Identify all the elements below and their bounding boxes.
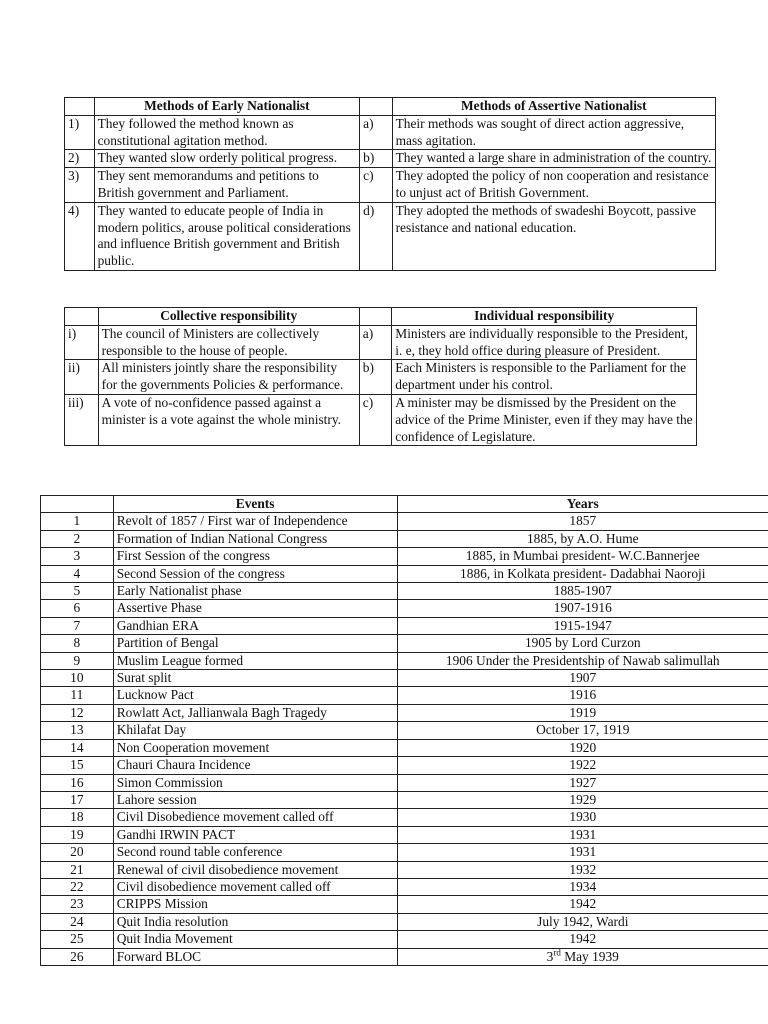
event-number: 9 (41, 652, 114, 669)
header-early-nationalist: Methods of Early Nationalist (94, 98, 360, 116)
event-year: October 17, 1919 (397, 722, 768, 739)
table-row (41, 809, 768, 826)
event-number: 8 (41, 635, 114, 652)
event-number: 20 (41, 844, 114, 861)
event-name: Civil disobedience movement called off (113, 878, 397, 895)
table-header-row (65, 98, 716, 116)
event-name: Simon Commission (113, 774, 397, 791)
event-name: CRIPPS Mission (113, 896, 397, 913)
assertive-method: They adopted the policy of non cooperation and resistance to unjust act of British Government. (392, 168, 715, 203)
individual-item: A minister may be dismissed by the President on the advice of the Prime Minister, even if they may have the confidence of Legislature. (392, 394, 697, 445)
row-letter: c) (359, 394, 392, 445)
header-years: Years (397, 496, 768, 513)
table-row (41, 704, 768, 721)
event-year: July 1942, Wardi (397, 913, 768, 930)
methods-table (64, 97, 716, 271)
responsibility-table (64, 307, 697, 446)
event-name: Lahore session (113, 791, 397, 808)
event-year: 1885-1907 (397, 583, 768, 600)
table-row (41, 861, 768, 878)
event-year: 1932 (397, 861, 768, 878)
event-number: 22 (41, 878, 114, 895)
event-name: Civil Disobedience movement called off (113, 809, 397, 826)
event-name: Surat split (113, 670, 397, 687)
event-year: 1920 (397, 739, 768, 756)
event-name: Revolt of 1857 / First war of Independence (113, 513, 397, 530)
event-year: 1927 (397, 774, 768, 791)
row-number: iii) (65, 394, 99, 445)
event-name: Non Cooperation movement (113, 739, 397, 756)
table-row (41, 513, 768, 530)
table-row (41, 583, 768, 600)
event-number: 13 (41, 722, 114, 739)
event-number: 19 (41, 826, 114, 843)
event-year: 1919 (397, 704, 768, 721)
event-name: Second Session of the congress (113, 565, 397, 582)
row-letter: d) (360, 202, 392, 270)
table-row (65, 150, 716, 168)
early-method: They sent memorandums and petitions to British government and Parliament. (94, 168, 360, 203)
event-year: 1934 (397, 878, 768, 895)
table-row (65, 325, 697, 360)
table-row (41, 687, 768, 704)
event-year: 1942 (397, 931, 768, 948)
event-year: 1916 (397, 687, 768, 704)
event-name: Muslim League formed (113, 652, 397, 669)
table-row (41, 896, 768, 913)
event-name: Lucknow Pact (113, 687, 397, 704)
early-method: They followed the method known as constitutional agitation method. (94, 115, 360, 150)
table-row (41, 635, 768, 652)
header-assertive-nationalist: Methods of Assertive Nationalist (392, 98, 715, 116)
event-number: 2 (41, 530, 114, 547)
event-year: 1857 (397, 513, 768, 530)
table-header-row (41, 496, 768, 513)
event-year: 1942 (397, 896, 768, 913)
early-method: They wanted to educate people of India in modern politics, arouse political considerations and influence British government and British public. (94, 202, 360, 270)
row-number: 2) (65, 150, 95, 168)
table-row (65, 115, 716, 150)
table-row (41, 826, 768, 843)
event-number: 17 (41, 791, 114, 808)
event-name: Early Nationalist phase (113, 583, 397, 600)
event-number: 26 (41, 948, 114, 965)
event-year: 1922 (397, 757, 768, 774)
event-year: 1931 (397, 844, 768, 861)
event-year: 1885, in Mumbai president- W.C.Bannerjee (397, 548, 768, 565)
event-name: Assertive Phase (113, 600, 397, 617)
event-number: 24 (41, 913, 114, 930)
event-name: Rowlatt Act, Jallianwala Bagh Tragedy (113, 704, 397, 721)
table-row (65, 202, 716, 270)
event-year: 1907 (397, 670, 768, 687)
assertive-method: Their methods was sought of direct action aggressive, mass agitation. (392, 115, 715, 150)
table-row (41, 948, 768, 965)
assertive-method: They adopted the methods of swadeshi Boycott, passive resistance and national education. (392, 202, 715, 270)
collective-item: A vote of no-confidence passed against a minister is a vote against the whole ministry. (98, 394, 359, 445)
event-name: Gandhi IRWIN PACT (113, 826, 397, 843)
event-number: 25 (41, 931, 114, 948)
table-header-row (65, 308, 697, 326)
event-year: 1930 (397, 809, 768, 826)
event-number: 5 (41, 583, 114, 600)
event-year: 1886, in Kolkata president- Dadabhai Naoroji (397, 565, 768, 582)
row-letter: b) (359, 360, 392, 395)
table-row (65, 394, 697, 445)
event-year: 1907-1916 (397, 600, 768, 617)
event-name: Quit India resolution (113, 913, 397, 930)
event-number: 23 (41, 896, 114, 913)
event-number: 7 (41, 617, 114, 634)
event-number: 11 (41, 687, 114, 704)
table-row (41, 791, 768, 808)
individual-item: Each Ministers is responsible to the Parliament for the department under his control. (392, 360, 697, 395)
event-number: 6 (41, 600, 114, 617)
year-rest: May 1939 (560, 948, 619, 964)
table-row (41, 878, 768, 895)
table-row (41, 652, 768, 669)
event-number: 14 (41, 739, 114, 756)
individual-item: Ministers are individually responsible to the President, i. e, they hold office during pleasure of President. (392, 325, 697, 360)
row-number: ii) (65, 360, 99, 395)
event-name: First Session of the congress (113, 548, 397, 565)
event-name: Renewal of civil disobedience movement (113, 861, 397, 878)
event-number: 12 (41, 704, 114, 721)
event-year: 1915-1947 (397, 617, 768, 634)
event-year: 1885, by A.O. Hume (397, 530, 768, 547)
table-row (41, 617, 768, 634)
event-name: Forward BLOC (113, 948, 397, 965)
table-row (65, 360, 697, 395)
event-number: 21 (41, 861, 114, 878)
event-number: 1 (41, 513, 114, 530)
table-row (41, 670, 768, 687)
event-number: 10 (41, 670, 114, 687)
event-number: 15 (41, 757, 114, 774)
collective-item: The council of Ministers are collectively responsible to the house of people. (98, 325, 359, 360)
event-year (397, 948, 768, 965)
table-row (41, 913, 768, 930)
event-name: Gandhian ERA (113, 617, 397, 634)
header-collective-responsibility: Collective responsibility (98, 308, 359, 326)
year-day: 3 (546, 948, 554, 964)
event-name: Formation of Indian National Congress (113, 530, 397, 547)
table-row (41, 530, 768, 547)
row-letter: b) (360, 150, 392, 168)
events-body (41, 513, 768, 966)
assertive-method: They wanted a large share in administration of the country. (392, 150, 715, 168)
event-number: 3 (41, 548, 114, 565)
events-table (40, 495, 768, 966)
event-name: Chauri Chaura Incidence (113, 757, 397, 774)
table-row (41, 722, 768, 739)
row-letter: c) (360, 168, 392, 203)
event-name: Second round table conference (113, 844, 397, 861)
header-events: Events (113, 496, 397, 513)
event-name: Partition of Bengal (113, 635, 397, 652)
event-number: 4 (41, 565, 114, 582)
table-row (41, 548, 768, 565)
event-year: 1929 (397, 791, 768, 808)
event-number: 18 (41, 809, 114, 826)
event-name: Quit India Movement (113, 931, 397, 948)
year-ordinal-suffix: rd (553, 947, 561, 958)
table-row (65, 168, 716, 203)
row-number: i) (65, 325, 99, 360)
row-letter: a) (359, 325, 392, 360)
collective-item: All ministers jointly share the responsibility for the governments Policies & performance. (98, 360, 359, 395)
event-name: Khilafat Day (113, 722, 397, 739)
table-row (41, 565, 768, 582)
early-method: They wanted slow orderly political progress. (94, 150, 360, 168)
row-number: 4) (65, 202, 95, 270)
event-year: 1931 (397, 826, 768, 843)
row-number: 1) (65, 115, 95, 150)
row-letter: a) (360, 115, 392, 150)
event-number: 16 (41, 774, 114, 791)
table-row (41, 844, 768, 861)
header-individual-responsibility: Individual responsibility (392, 308, 697, 326)
row-number: 3) (65, 168, 95, 203)
table-row (41, 757, 768, 774)
table-row (41, 739, 768, 756)
table-row (41, 931, 768, 948)
event-year: 1906 Under the Presidentship of Nawab salimullah (397, 652, 768, 669)
table-row (41, 774, 768, 791)
event-year: 1905 by Lord Curzon (397, 635, 768, 652)
table-row (41, 600, 768, 617)
